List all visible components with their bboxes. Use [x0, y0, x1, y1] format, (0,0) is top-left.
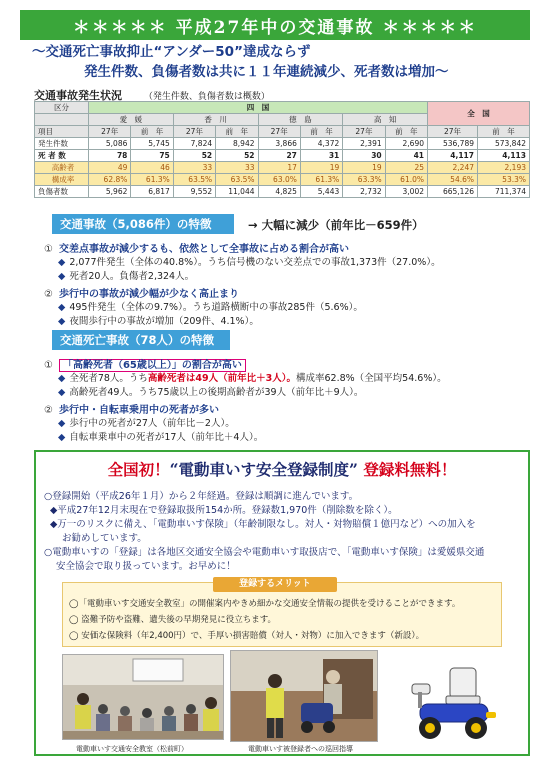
- subtitle: [32, 42, 532, 82]
- page-banner: ＊＊＊＊＊ 平成27年中の交通事故 ＊＊＊＊＊: [20, 10, 530, 40]
- registration-p4: ○電動車いすの「登録」は各地区交通安全協会や電動車いす取扱店で、「電動車いす保険」は愛媛県交通: [44, 547, 485, 558]
- header-zenkoku: 全 国: [428, 102, 530, 126]
- registration-frame: [34, 450, 530, 756]
- pref-tokushima: 徳 島: [258, 114, 343, 126]
- registration-p4b: 安全協会で取り扱っています。お早めに！: [56, 561, 236, 572]
- table-row: 高齢者 49 46 33 33 17 19 19 25 2,247 2,193: [35, 162, 530, 174]
- subtitle-line1: ～交通死亡事故抑止“アンダー50”達成ならず: [32, 44, 311, 60]
- registration-p2: ◆平成27年12月末現在で登録取扱所154か所。登録数1,970件（削除数を除く）。: [50, 505, 398, 516]
- accident-section-label: 交通事故（5,086件）の特徴: [52, 214, 234, 234]
- pref-ehime: 愛 媛: [89, 114, 174, 126]
- accident-item1-bullet2: ◆ 死者20人。負傷者2,324人。: [58, 271, 195, 282]
- death-item1-bullet1: ◆ 全死者78人。うち高齢死者は49人（前年比＋3人）。構成率62.8%（全国平均54.6%）。: [58, 373, 447, 384]
- wheelchair-illustration: [392, 658, 502, 748]
- pref-kochi: 高 知: [343, 114, 428, 126]
- registration-p1: ○登録開始（平成26年１月）から２年経過。登録は順調に進んでいます。: [44, 491, 359, 502]
- death-item1-head: ① 「高齢死者（65歳以上）」の割合が高い: [44, 356, 246, 371]
- accident-item2-bullet1: ◆ 495件発生（全体の9.7%）。うち道路横断中の事故285件（5.6%）。: [58, 302, 363, 313]
- table-row: 構成率 62.8% 61.3% 63.5% 63.5% 63.0% 61.3% 63.3% 61.0% 54.6% 53.3%: [35, 174, 530, 186]
- death-item2-bullet2: ◆ 自転車乗車中の死者が17人（前年比＋4人）。: [58, 432, 264, 443]
- table-row: 負傷者数 5,962 6,817 9,552 11,044 4,825 5,443 2,732 3,002 665,126 711,374: [35, 186, 530, 198]
- accident-item2-bullet2: ◆ 夜間歩行中の事故が増加（209件、4.1%）。: [58, 316, 259, 327]
- classroom-photo: [62, 654, 224, 740]
- registration-title: 全国初！“電動車いす安全登録制度” 登録料無料！: [107, 460, 457, 479]
- accident-item2-head: ② 歩行中の事故が減少幅が少なく高止まり: [44, 289, 239, 300]
- table-row: 項目 27年 前 年 27年 前 年 27年 前 年 27年 前 年 27年 前 年: [35, 126, 530, 138]
- accident-stats-table: [34, 101, 530, 198]
- merit-item: ◯ 盗難予防や盗難、遺失後の早期発見に役立ちます。: [69, 615, 277, 625]
- accident-arrow-note: → 大幅に減少（前年比－659件）: [248, 218, 424, 232]
- subtitle-line2: 発生件数、負傷者数は共に１１年連続減少、死者数は増加～: [84, 64, 449, 80]
- header-shikoku: 四 国: [89, 102, 428, 114]
- stats-note: （発生件数、負傷者数は概数）: [143, 92, 270, 102]
- caption-guidance: 電動車いす被登録者への巡回指導: [248, 745, 353, 753]
- guidance-photo: [230, 650, 378, 742]
- merit-box: [62, 579, 502, 647]
- table-row: [35, 102, 530, 114]
- table-row: 死 者 数 78 75 52 52 27 31 30 41 4,117 4,113: [35, 150, 530, 162]
- merit-item: ◯「電動車いす交通安全教室」の開催案内やきめ細かな交通安全情報の提供を受けることができます。: [69, 599, 461, 609]
- death-item2-bullet1: ◆ 歩行中の死者が27人（前年比－2人）。: [58, 418, 235, 429]
- stats-title: 交通事故発生状況: [34, 89, 122, 102]
- death-section-label: 交通死亡事故（78人）の特徴: [52, 330, 230, 350]
- registration-p3b: お勧めしています。: [62, 533, 147, 544]
- death-item2-head: ② 歩行中・自転車乗用中の死者が多い: [44, 405, 219, 416]
- header-kubun: 区分: [35, 102, 89, 114]
- registration-p3: ◆万一のリスクに備え、「電動車いす保険」（年齢制限なし。対人・対物賠償１億円など）への加入を: [50, 519, 476, 530]
- death-item1-bullet2: ◆ 高齢死者49人。うち75歳以上の後期高齢者が39人（前年比＋9人）。: [58, 387, 364, 398]
- accident-item1-bullet1: ◆ 2,077件発生（全体の40.8%）。うち信号機のない交差点での事故1,373件（27.0%）。: [58, 257, 441, 268]
- merit-item: ◯ 安価な保険料（年2,400円）で、手厚い損害賠償（対人・対物）に加入できます（新設）。: [69, 631, 425, 641]
- accident-item1-head: ① 交差点事故が減少するも、依然として全事故に占める割合が高い: [44, 244, 349, 255]
- merit-tag: 登録するメリット: [213, 577, 337, 592]
- caption-classroom: 電動車いす交通安全教室（松前町）: [76, 745, 188, 753]
- table-row: 発生件数 5,086 5,745 7,824 8,942 3,866 4,372 2,391 2,690 536,789 573,842: [35, 138, 530, 150]
- header-koumoku: 項目: [35, 126, 89, 138]
- pref-kagawa: 香 川: [173, 114, 258, 126]
